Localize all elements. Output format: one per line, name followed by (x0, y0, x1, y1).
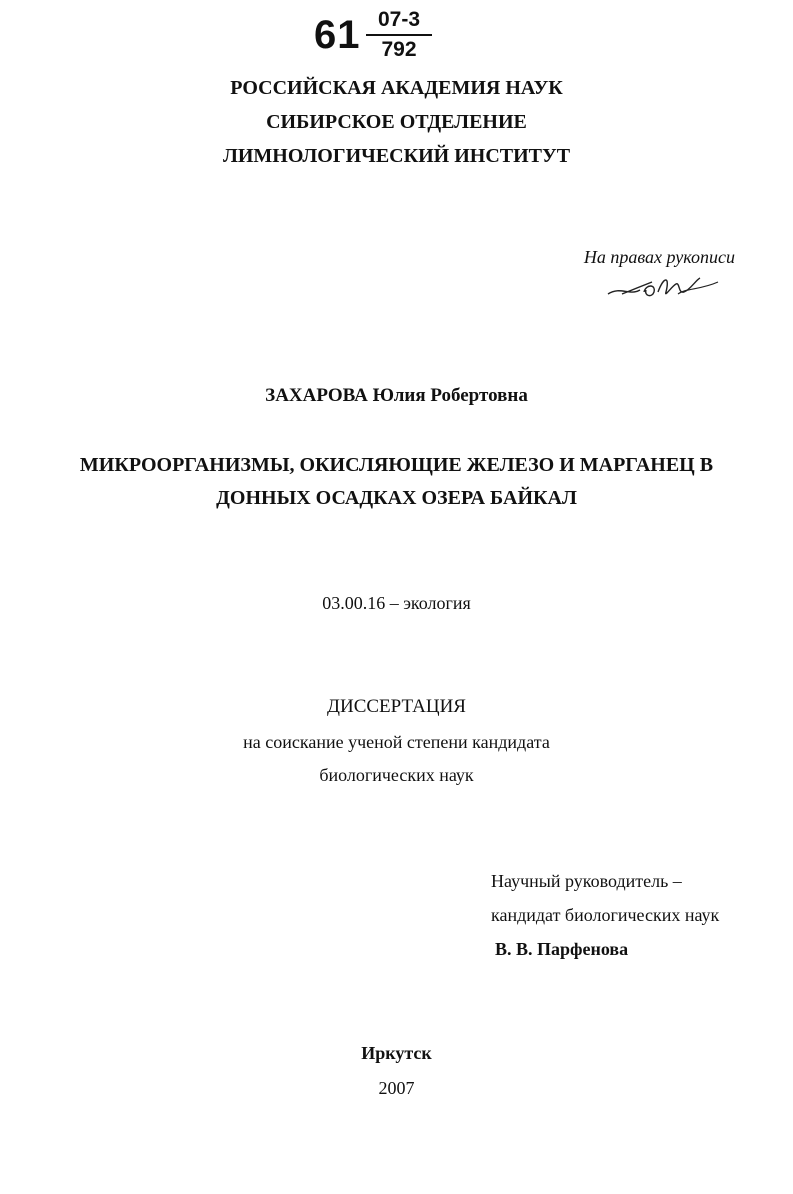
library-code-numerator: 07-3 (377, 8, 421, 31)
specialty-code: 03.00.16 – экология (322, 593, 471, 613)
signature-image (600, 272, 730, 302)
document-type-heading: ДИССЕРТАЦИЯ (327, 696, 466, 717)
supervisor-role: Научный руководитель – (491, 871, 682, 891)
dissertation-title-line-1: МИКРООРГАНИЗМЫ, ОКИСЛЯЮЩИЕ ЖЕЛЕЗО И МАРГАНЕЦ В (79, 454, 714, 476)
degree-line-1: на соискание ученой степени кандидата (243, 732, 550, 752)
organization-line-1: РОССИЙСКАЯ АКАДЕМИЯ НАУК (230, 77, 563, 99)
library-code-denominator: 792 (381, 38, 417, 61)
author-name: ЗАХАРОВА Юлия Робертовна (265, 385, 528, 406)
year: 2007 (378, 1078, 415, 1098)
organization-line-3: ЛИМНОЛОГИЧЕСКИЙ ИНСТИТУТ (222, 145, 571, 167)
supervisor-name: В. В. Парфенова (495, 939, 629, 959)
city: Иркутск (361, 1043, 432, 1063)
supervisor-degree: кандидат биологических наук (491, 905, 720, 925)
manuscript-rights-note: На правах рукописи (583, 247, 735, 267)
dissertation-title-line-2: ДОННЫХ ОСАДКАХ ОЗЕРА БАЙКАЛ (216, 487, 577, 509)
library-code-fraction (366, 8, 432, 62)
fraction-bar (366, 34, 432, 36)
organization-line-2: СИБИРСКОЕ ОТДЕЛЕНИЕ (266, 111, 527, 133)
library-code-main: 61 (314, 13, 361, 57)
degree-line-2: биологических наук (319, 765, 474, 785)
